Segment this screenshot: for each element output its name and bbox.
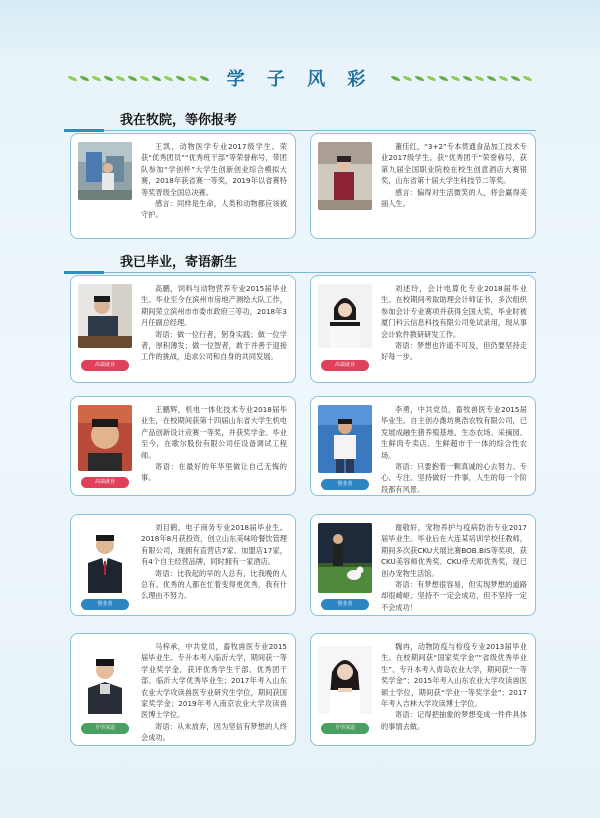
badge-employment: 高端就业 <box>81 477 129 488</box>
bio-paragraph: 刘目鹤，电子商务专业2018届毕业生。2018年8月获投资，创立山东美味哈餐饮管理有限公司，现拥有直营店7家、加盟店17家，有4个自主经营品牌，同时拥有一家酒店。 <box>141 523 287 567</box>
graduate-description <box>141 283 287 363</box>
quote-paragraph: 寄语：梦想也许遥不可及，但仍要坚持走好每一步。 <box>381 341 527 362</box>
bio-paragraph: 魏冉，动物防疫与检疫专业2013届毕业生。在校期间获“国家奖学金”“省级优秀毕业生”。专升本考入青岛农业大学，期间获“一等奖学金”；2015年考入山东农业大学攻读兽医硕士学位，期间获“学业一等奖学金”；2017年考入吉林大学攻读博士学位。 <box>381 642 527 709</box>
section-divider <box>64 272 536 273</box>
leaf-decoration-left <box>68 76 209 81</box>
bio-paragraph: 马梓承，中共党员，畜牧兽医专业2015届毕业生。专升本考入临沂大学，期间获一等学业奖学金，获评优秀学生干部、优秀团干部、临沂大学优秀毕业生；2017年考入山东农业大学攻读兽医专业研究生学位，期间获国家奖学金；2019年考入南京农业大学攻读兽医博士学位。 <box>141 642 287 720</box>
graduate-card-liumuhe <box>70 514 296 616</box>
graduate-description <box>141 522 287 602</box>
badge-entrepreneur: 创业者 <box>321 479 369 490</box>
badge-entrepreneur: 创业者 <box>81 599 129 610</box>
bio-paragraph: 高鹏，饲料与动物营养专业2015届毕业生。毕业至今在滨州市房地产测绘大队工作，期间荣立滨州市市委市政府三等功，2018年3月任副总经理。 <box>141 284 287 328</box>
graduate-description <box>141 641 287 744</box>
quote-paragraph: 感言：同样是生命，人类和动物都应该被守护。 <box>141 199 287 220</box>
graduate-card-gaopeng <box>70 275 296 383</box>
student-description <box>141 141 287 221</box>
graduate-photo <box>318 284 372 348</box>
page-header <box>0 58 600 98</box>
graduate-description <box>141 404 287 484</box>
graduate-photo <box>78 646 132 714</box>
student-card-dongjiahong <box>310 133 536 239</box>
bio-paragraph: 王鹏辉，机电一体化技术专业2018届毕业生，在校期间获第十四届山东省大学生机电产品创新设计竞赛一等奖，并获奖学金。毕业至今，在歌尔股份有限公司任设备调试工程师。 <box>141 405 287 460</box>
student-card-wangkai <box>70 133 296 239</box>
graduate-description <box>381 522 527 613</box>
section-title: 我在牧院，等你报考 <box>120 112 238 128</box>
graduate-card-wangpenghui <box>70 396 296 496</box>
student-photo <box>78 142 132 200</box>
graduate-card-mazicheng <box>70 633 296 746</box>
graduate-description <box>381 404 527 495</box>
badge-employment: 高端就业 <box>321 360 369 371</box>
quote-paragraph: 寄语：记得把抽象的梦想变成一件件具体的事情去做。 <box>381 710 527 731</box>
graduate-description <box>381 641 527 732</box>
badge-entrepreneur: 创业者 <box>321 599 369 610</box>
graduate-photo <box>318 405 372 473</box>
quote-paragraph: 寄语：做一位行者，躬身实践；做一位学者，厚积薄发；做一位智者，敢于并善于迎接工作的挑战，追求公司和自身的共同发展。 <box>141 329 287 362</box>
graduate-photo <box>78 523 132 593</box>
section-graduates <box>64 250 536 270</box>
graduate-card-liushuling <box>310 275 536 383</box>
badge-further-study: 升学深造 <box>81 723 129 734</box>
graduate-card-liyong <box>310 396 536 496</box>
graduate-card-xiejingxuan <box>310 514 536 616</box>
quote-paragraph: 寄语：在最好的年华里做让自己无悔的事。 <box>141 462 287 483</box>
graduate-photo <box>318 646 372 714</box>
graduate-description <box>381 283 527 363</box>
bio-paragraph: 王凯，动物医学专业2017级学生。荣获“优秀团员”“优秀班干部”等荣誉称号，带团队参加“学创杯”大学生创新创业综合模拟大赛，2018年获省赛一等奖，2019年以省赛特等奖晋级全国总决赛。 <box>141 142 287 197</box>
student-photo <box>318 142 372 210</box>
page-title: 学 子 风 彩 <box>226 69 374 90</box>
bio-paragraph: 董佳红，“3+2”专本贯通食品加工技术专业2017级学生。获“优秀团干”荣誉称号，获第九届全国职业院校在校生创意酒店大赛银奖，山东省第十届大学生科技节二等奖。 <box>381 142 527 186</box>
student-description <box>381 141 527 209</box>
graduate-photo <box>78 405 132 471</box>
bio-paragraph: 谢敬轩，宠物养护与疫病防治专业2017届毕业生。毕业后在大连某培训学校任教师，期间多次获CKU犬展比赛BOB.BIS等奖项，获CKU美容师优秀奖、CKU牵犬师优秀奖，现已创办宠物生活馆。 <box>381 523 527 578</box>
section-divider <box>64 130 536 131</box>
badge-further-study: 升学深造 <box>321 723 369 734</box>
graduate-card-weiran <box>310 633 536 746</box>
quote-paragraph: 寄语：有梦想很容易，但实现梦想的道路却很崎岖；坚持不一定会成功，但不坚持一定不会成功！ <box>381 580 527 612</box>
quote-paragraph: 寄语：比我起的早的人总有，比我晚的人总有。优秀的人都在忙着变得更优秀，我有什么理由不努力。 <box>141 568 287 601</box>
bio-paragraph: 刘述玲，会计电算化专业2018届毕业生。在校期间考取助理会计师证书，多次组织参加会计专业赛项并获得全国大奖，毕业时被厦门科云信息科技有限公司免试录用，现从事会计软件教研研发工作。 <box>381 284 527 339</box>
quote-paragraph: 感言：偏得对生活微笑的人，将会赢得美丽人生。 <box>381 187 527 209</box>
section-title: 我已毕业，寄语新生 <box>120 254 238 270</box>
graduate-photo <box>318 523 372 593</box>
graduate-photo <box>78 284 132 348</box>
section-current-students <box>64 108 536 128</box>
bio-paragraph: 李勇，中共党员，畜牧兽医专业2015届毕业生。自主创办潍坊奥浩农牧有限公司，已发展成融生猪养殖基地、生态农场、采摘园、生鲜肉专卖店、生鲜超市于一体的综合性农场。 <box>381 405 527 460</box>
quote-paragraph: 寄语：从未放弃，因为坚信有梦想的人终会成功。 <box>141 721 287 743</box>
leaf-decoration-right <box>391 76 532 81</box>
badge-employment: 高端就业 <box>81 360 129 371</box>
quote-paragraph: 寄语：只要抱着一颗真诚的心去努力、专心、专注、坚持做好一件事，人生的每一个阶段都有风景。 <box>381 462 527 494</box>
